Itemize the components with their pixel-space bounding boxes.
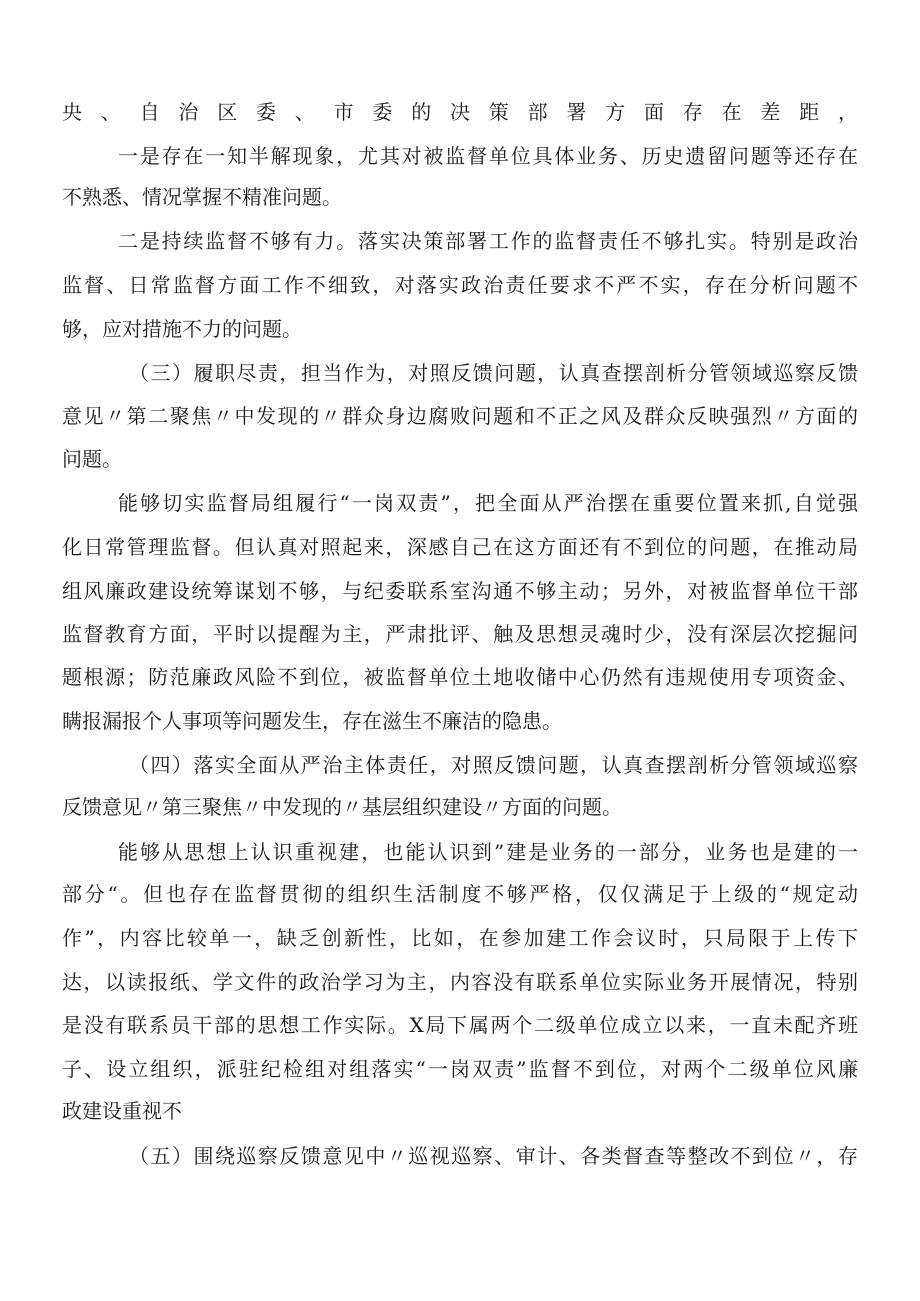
text-line-8: 意见〃第二聚焦〃中发现的〃群众身边腐败问题和不正之风及群众反映强烈〃方面的 [62,404,858,428]
text-line-15: 瞒报漏报个人事项等问题发生，存在滋生不廉洁的隐患。 [62,709,562,733]
text-line-4: 二是持续监督不够有力。落实决策部署工作的监督责任不够扎实。特别是政治 [118,229,858,253]
text-line-3: 不熟悉、情况掌握不精准问题。 [62,185,342,209]
text-line-16: （四）落实全面从严治主体责任，对照反馈问题，认真查摆剖析分管领域巡察 [129,753,858,777]
text-line-20: 作”，内容比较单一，缺乏创新性，比如，在参加建工作会议时，只局限于上传下 [62,926,858,950]
text-line-2: 一是存在一知半解现象，尤其对被监督单位具体业务、历史遗留问题等还存在 [118,144,858,168]
text-line-9: 问题。 [62,447,122,471]
text-line-21: 达，以读报纸、学文件的政治学习为主，内容没有联系单位实际业务开展情况，特别 [62,970,858,994]
text-line-10: 能够切实监督局组履行“一岗双责”，把全面从严治摆在重要位置来抓,自觉强 [118,491,858,515]
text-line-14: 题根源；防范廉政风险不到位，被监督单位土地收储中心仍然有违规使用专项资金、 [62,665,858,689]
text-line-24: 政建设重视不 [62,1099,182,1123]
text-line-19: 部分“。但也存在监督贯彻的组织生活制度不够严格，仅仅满足于上级的“规定动 [62,882,858,906]
text-line-12: 组风廉政建设统筹谋划不够，与纪委联系室沟通不够主动；另外，对被监督单位干部 [62,579,858,603]
text-line-25: （五）围绕巡察反馈意见中〃巡视巡察、审计、各类督查等整改不到位〃，存 [129,1144,858,1168]
text-line-17: 反馈意见〃第三聚焦〃中发现的〃基层组织建设〃方面的问题。 [62,795,622,819]
text-line-18: 能够从思想上认识重视建，也能认识到”建是业务的一部分，业务也是建的一 [118,840,858,864]
text-line-13: 监督教育方面，平时以提醒为主，严肃批评、触及思想灵魂时少，没有深层次挖掘问 [62,622,858,646]
text-line-22: 是没有联系员干部的思想工作实际。X局下属两个二级单位成立以来，一直未配齐班 [62,1013,858,1037]
text-line-6: 够，应对措施不力的问题。 [62,317,302,341]
text-line-1: 央、自治区委、市委的决策部署方面存在差距， [62,100,858,124]
text-line-23: 子、设立组织，派驻纪检组对组落实“一岗双责”监督不到位，对两个二级单位风廉 [62,1057,858,1081]
text-line-5: 监督、日常监督方面工作不细致，对落实政治责任要求不严不实，存在分析问题不 [62,273,858,297]
text-line-11: 化日常管理监督。但认真对照起来，深感自己在这方面还有不到位的问题，在推动局 [62,535,858,559]
text-line-7: （三）履职尽责，担当作为，对照反馈问题，认真查摆剖析分管领域巡察反馈 [129,361,858,385]
